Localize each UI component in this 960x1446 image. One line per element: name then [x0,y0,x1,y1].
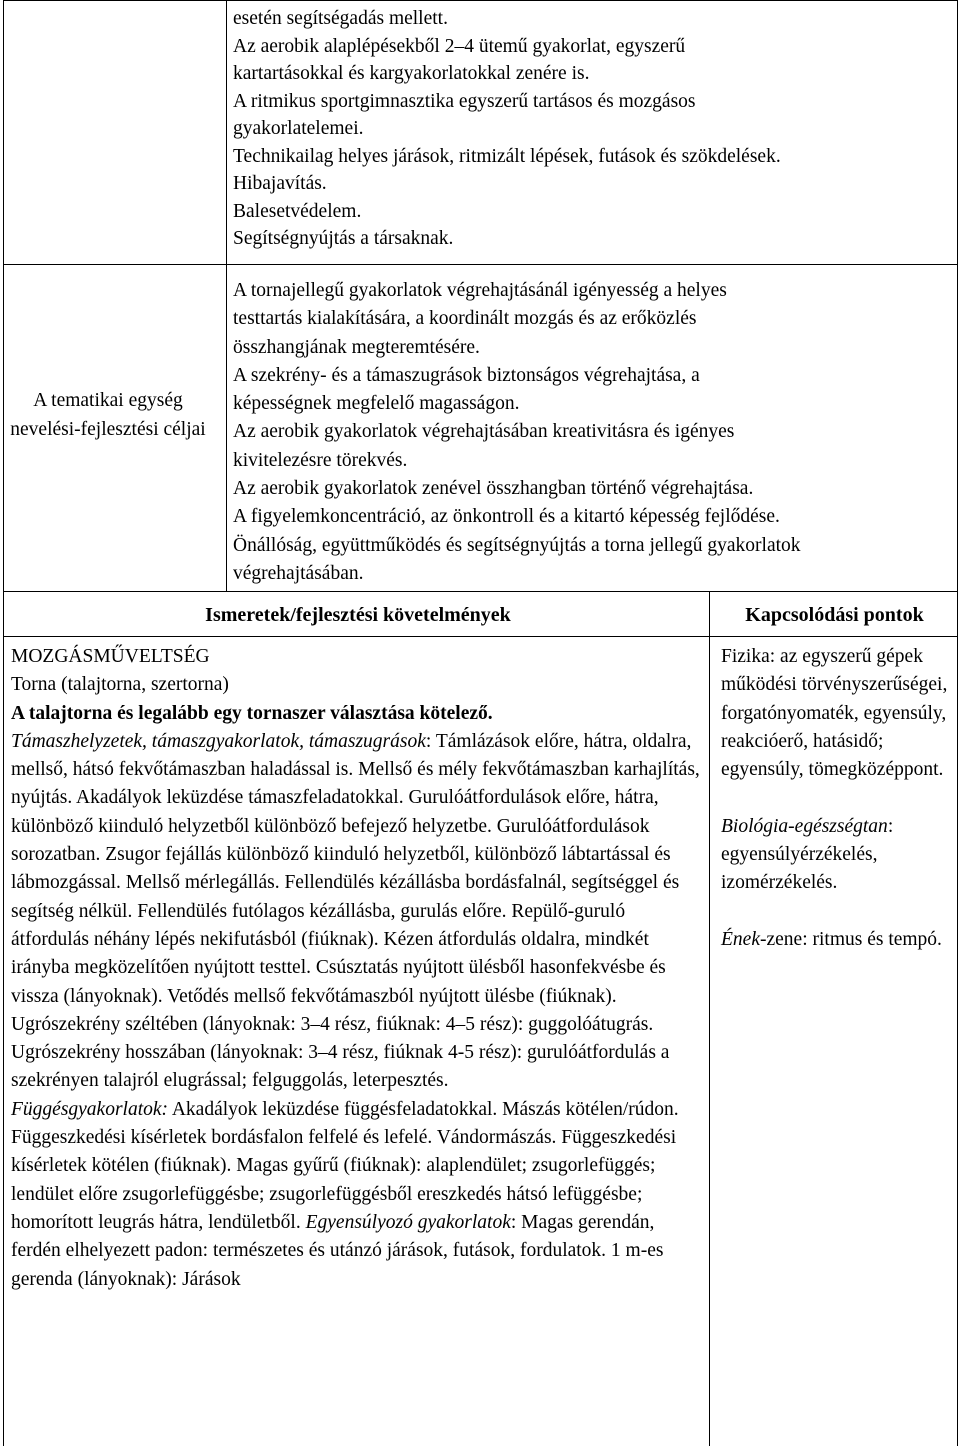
row1-line: esetén segítségadás mellett. [233,8,448,29]
goals-content [233,277,955,588]
vaulting-box-paragraph: Ugrószekrény széltében (lányoknak: 3‒4 rész, fiúknak: 4‒5 rész): guggolóátugrás. Ugrószekrény hosszában (lányoknak: 3‒4 rész, fiúknak 4-5 rész): gurulóátfordulás a szekrényen talajról elugrással; felguggolás, leterpesztés. [11,1013,670,1092]
connections-header: Kapcsolódási pontok [745,604,924,626]
support-exercises-paragraph [11,728,707,1011]
music-label: Ének [721,928,760,950]
row1-line: Technikailag helyes járások, ritmizált lépések, futások és szökdelések. [233,145,781,167]
row1-bottom-border [3,264,958,265]
table-left-border [3,0,4,1446]
support-exercises-title: Támaszhelyzetek, támaszgyakorlatok, támaszugrások [11,730,426,752]
row2-bottom-border [3,591,958,592]
physics-label: Fizika [721,646,770,667]
biology-connection [721,813,953,898]
row1-line: gyakorlatelemei. [233,118,364,139]
physics-connection [721,643,953,784]
header-bottom-border [3,636,958,637]
goals-line: A tornajellegű gyakorlatok végrehajtásánál igényesség a helyes [233,280,727,301]
support-exercises-text: : Támlázások előre, hátra, oldalra, mellső, hátsó fekvőtámaszban haladással is. Mellső és mély fekvőtámaszban karhajlítás, nyújtás. Akadályok leküzdése támaszfeladatokkal. Gurulóátfordulások előre, hátra, különböző kiinduló helyzetből különböző befejező helyzetbe. Gurulóátfordulások sorozatban. Zsugor fejállás különböző kiinduló helyzetből, különböző lábtartással és lábmozgással. Mellső mérlegállás. Fellendülés kézállásba bordásfalnál, segítséggel és segítség nélkül. Fellendülés futólagos kézállásba, gurulás előre. Repülő-guruló átfordulás néhány lépés nekifutásból (fiúknak). Kézen átfordulás oldalra, mindkét irányba megközelítően nyújtott testtel. Csúsztatás nyújtott ülésből hasonfekvésbe és vissza (lányoknak). Vetődés mellső fekvőtámaszból nyújtott ülésbe (fiúknak). [11,730,700,1007]
hanging-exercises-title: Függésgyakorlatok: [11,1098,169,1120]
goals-line: kivitelezésre törekvés. [233,449,408,471]
connections-content [721,643,953,983]
row1-line: Segítségnyújtás a társaknak. [233,228,454,249]
goals-line: Az aerobik gyakorlatok zenével összhangban történő végrehajtása. [233,478,754,500]
section-subheading: Torna (talajtorna, szertorna) [11,674,229,696]
goals-line: Önállóság, együttműködés és segítségnyújtás a torna jellegű gyakorlatok [233,534,801,556]
music-connection [721,926,953,954]
balance-exercises-title: Egyensúlyozó gyakorlatok [305,1211,511,1233]
biology-text: : egyensúlyérzékelés, izomérzékelés. [721,815,894,894]
table-top-border [3,0,958,1]
goals-line: összhangjának megteremtésére. [233,336,480,358]
side-column-divider [709,591,710,1446]
biology-label: Biológia-egészségtan [721,815,888,837]
goals-label: A tematikai egység nevelési-fejlesztési céljai [10,390,206,440]
row1-line: Balesetvédelem. [233,200,362,222]
table-right-border [957,0,958,1446]
section-heading: MOZGÁSMŰVELTSÉG [11,646,210,667]
goals-line: Az aerobik gyakorlatok végrehajtásában kreativitásra és igényes [233,421,735,443]
goals-line: testtartás kialakítására, a koordinált mozgás és az erőközlés [233,308,697,330]
goals-line: képességnek megfelelő magasságon. [233,393,520,415]
mandatory-note: A talajtorna és legalább egy tornaszer választása kötelező. [11,702,493,724]
row1-line: Hibajavítás. [233,173,327,194]
music-text: -zene: ritmus és tempó. [759,928,942,950]
row1-line: A ritmikus sportgimnasztika egyszerű tartásos és mozgásos [233,90,696,112]
requirements-content [11,643,707,1294]
physics-text: : az egyszerű gépek működési törvényszerűségei, forgatónyomaték, egyensúly, reakcióerő, hatásidő; egyensúly, tömegközéppont. [721,646,948,781]
row1-line: kartartásokkal és kargyakorlatokkal zenére is. [233,63,590,84]
hanging-exercises-text: Akadályok leküzdése függésfeladatokkal. Mászás kötélen/rúdon. Függeszkedési kísérletek bordásfalon felfelé és lefelé. Vándormászás. Függeszkedési kísérletek kötélen (fiúknak). Magas gyűrű (fiúknak): alaplendület; zsugorlefüggés; lendület előre zsugorlefüggésbe; zsugorlefüggésből ereszkedés hátsó lefüggésbe; homorított leugrás hátra, lendületből. [11,1098,679,1233]
goals-line: A figyelemkoncentráció, az önkontroll és a kitartó képesség fejlődése. [233,506,780,528]
row1-content [233,5,955,253]
label-column-divider [226,0,227,591]
row1-line: Az aerobik alaplépésekből 2‒4 ütemű gyakorlat, egyszerű [233,35,686,57]
goals-line: végrehajtásában. [233,562,364,584]
goals-line: A szekrény- és a támaszugrások biztonságos végrehajtása, a [233,364,700,386]
hanging-exercises-paragraph [11,1096,707,1294]
balance-exercises-text: : Magas gerendán, ferdén elhelyezett padon: természetes és utánzó járások, futások, fordulatok. 1 m-es gerenda (lányoknak): Járások [11,1211,664,1290]
requirements-header: Ismeretek/fejlesztési követelmények [205,604,511,626]
